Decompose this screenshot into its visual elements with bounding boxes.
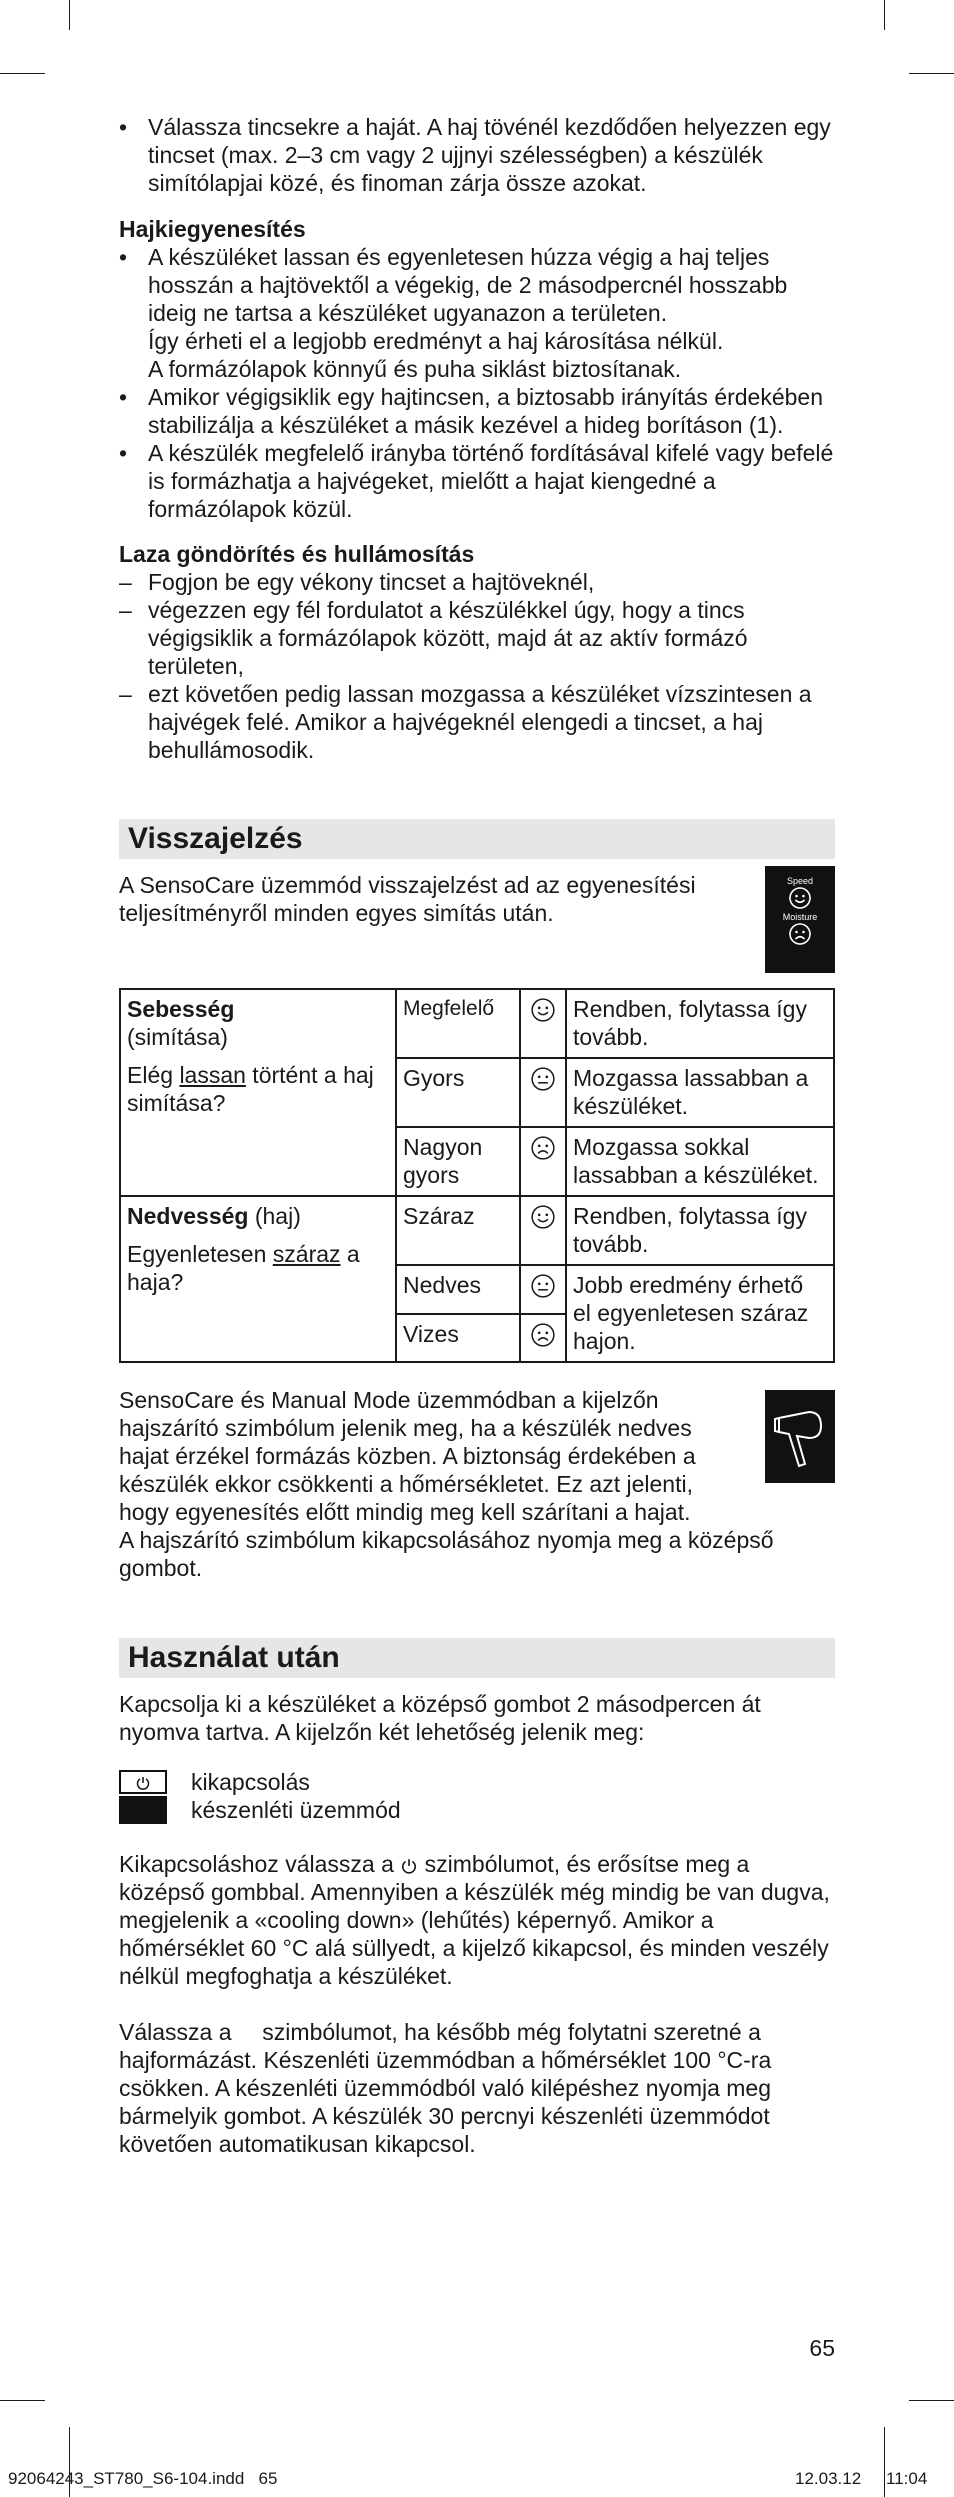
feedback-heading: Visszajelzés [119,819,835,859]
dryer-text [119,1386,739,1526]
speed-label: Sebesség [127,996,235,1022]
options-list [119,1768,835,1824]
table-row [120,1196,834,1265]
happy-face-icon [530,997,556,1023]
footer-time: 11:04 [886,2469,928,2488]
power-icon [119,1770,167,1794]
straightening-item-text: A készüléket lassan és egyenletesen húzza végig a haj teljes hosszán a hajtövektől a végekig, de 2 másodpercnél hosszabb ideig ne tartsa a készüléket ugyanazon a területen. Így érheti el a legjobb eredményt a haj károsítása nélkül. A formázólapok könnyű és puha siklást biztosítanak. [148,244,788,382]
crop-mark [909,73,954,74]
hairdryer-display-image [765,1390,835,1483]
crop-mark [0,73,45,74]
standby-paragraph [119,2018,835,2158]
moisture-question-post: a haja? [127,1241,360,1295]
straightening-item: • Amikor végigsiklik egy hajtincsen, a biztosabb irányítás érdekében stabilizálja a készüléket a másik kezével a hideg borításon (1). [119,384,824,438]
moon-icon [238,2023,256,2043]
page-number: 65 [809,2335,835,2361]
footer-file: 92064243_ST780_S6-104.indd 65 [8,2469,278,2488]
state-cell: Megfelelő [396,989,520,1058]
face-cell [520,989,566,1058]
curling-item-text: végezzen egy fél fordulatot a készülékkel úgy, hogy a tincs végigsiklik a formázólapok között, majd át az aktív formázó területen, [148,597,748,679]
crop-mark [884,2427,885,2497]
sensocare-display-image [765,866,835,973]
intro-bullet-text: Válassza tincsekre a haját. A haj tövénél kezdődően helyezzen egy tincset (max. 2–3 cm vagy 2 ujjnyi szélességben) a készülék simítólapjai közé, és finoman zárja össze azokat. [148,114,831,196]
feedback-table [119,988,835,1363]
display-moisture-label: Moisture [782,912,818,922]
message-cell: Mozgassa lassabban a készüléket. [566,1058,834,1127]
crop-mark [884,0,885,30]
face-cell [520,1058,566,1127]
curling-item-text: ezt követően pedig lassan mozgassa a készüléket vízszintesen a hajvégek felé. Amikor a hajvégeknél elengedi a tincset, a haj behullámosodik. [148,681,812,763]
feedback-intro: A SensoCare üzemmód visszajelzést ad az egyenesítési teljesítményről minden egyes simítás után. [119,872,696,926]
face-cell [520,1196,566,1265]
hairdryer-icon [765,1390,835,1483]
option-off [119,1768,835,1796]
dryer-text-body: SensoCare és Manual Mode üzemmódban a kijelzőn hajszárító szimbólum jelenik meg, ha a készülék nedves hajat érzékel formázás közben. A biztonság érdekében a készülék ekkor csökkenti a hőmérsékletet. Ez azt jelenti, hogy egyenesítés előtt mindig meg kell szárítani a hajat. [119,1387,696,1525]
curling-heading: Laza göndörítés és hullámosítás [119,541,475,567]
moisture-label: Nedvesség [127,1203,249,1229]
speed-question-underlined: lassan [179,1062,246,1088]
shutdown-paragraph-post: szimbólumot, és erősítse meg a középső gombbal. Amennyiben a készülék még mindig be van dugva, megjelenik a «cooling down» (lehűtés) képernyő. Amikor a hőmérséklet 60 °C alá süllyedt, a kijelző kikapcsol, és minden veszély nélkül megfoghatja a készüléket. [119,1851,830,1989]
crop-mark [909,2400,954,2401]
happy-face-icon [788,886,812,910]
option-standby [119,1796,835,1824]
speed-question-post: történt a haj simítása? [127,1062,374,1116]
sad-face-icon [530,1135,556,1161]
state-cell: Nagyon gyors [396,1127,520,1196]
intro-bullet: • Válassza tincsekre a haját. A haj tövénél kezdődően helyezzen egy tincset (max. 2–3 cm vagy 2 ujjnyi szélességben) a készülék simítólapjai közé, és finoman zárja össze azokat. [119,114,831,196]
curling-item-text: Fogjon be egy vékony tincset a hajtöveknél, [148,569,595,595]
curling-item: – Fogjon be egy vékony tincset a hajtöveknél, [119,569,595,595]
content-column [119,113,835,2158]
straightening-item-text: A készülék megfelelő irányba történő fordításával kifelé vagy befelé is formázhatja a hajvégeket, mielőtt a hajat kiengedné a formázólapok közül. [148,440,834,522]
message-cell: Rendben, folytassa így tovább. [566,1196,834,1265]
state-cell: Vizes [396,1314,520,1363]
moisture-question-underlined: száraz [272,1241,341,1267]
message-cell: Rendben, folytassa így tovább. [566,989,834,1058]
after-use-heading: Használat után [119,1638,835,1678]
footer-date: 12.03.12 [795,2469,862,2488]
moisture-sub: (haj) [248,1203,301,1229]
face-cell [520,1314,566,1363]
crop-mark [0,2400,45,2401]
message-cell: Mozgassa sokkal lassabban a készüléket. [566,1127,834,1196]
straightening-item: • A készülék megfelelő irányba történő fordításával kifelé vagy befelé is formázhatja a hajvégeket, mielőtt a hajat kiengedné a formázólapok közül. [119,440,834,522]
option-off-label: kikapcsolás [191,1769,310,1795]
state-cell: Gyors [396,1058,520,1127]
standby-paragraph-pre: Válassza a [119,2019,238,2045]
after-intro: Kapcsolja ki a készüléket a középső gombot 2 másodpercen át nyomva tartva. A kijelzőn két lehetőség jelenik meg: [119,1691,761,1745]
face-cell [520,1127,566,1196]
sad-face-icon [530,1322,556,1348]
speed-category-cell [120,989,396,1196]
neutral-face-icon [530,1066,556,1092]
moisture-category-cell [120,1196,396,1362]
curling-item: – ezt követően pedig lassan mozgassa a készüléket vízszintesen a hajvégek felé. Amikor a hajvégeknél elengedi a tincset, a haj behullámosodik. [119,681,812,763]
message-cell: Jobb eredmény érhető el egyenletesen száraz hajon. [566,1265,834,1362]
power-icon [400,1857,418,1875]
speed-question [127,1061,389,1117]
state-cell: Nedves [396,1265,520,1314]
display-speed-label: Speed [786,876,814,886]
speed-question-pre: Elég [127,1062,180,1088]
happy-face-icon [530,1204,556,1230]
state-cell: Száraz [396,1196,520,1265]
moon-icon [119,1796,167,1824]
table-row [120,989,834,1058]
standby-paragraph-post: szimbólumot, ha később még folytatni szeretné a hajformázást. Készenléti üzemmódban a hőmérséklet 100 °C-ra csökken. A készenléti üzemmódból való kilépéshez nyomja meg bármelyik gombot. A készülék 30 percnyi készenléti üzemmódot követően automatikusan kikapcsol. [119,2019,772,2157]
dryer-text-2: A hajszárító szimbólum kikapcsolásához nyomja meg a középső gombot. [119,1527,774,1581]
face-cell [520,1265,566,1314]
crop-mark [69,0,70,30]
moisture-question-pre: Egyenletesen [127,1241,273,1267]
moisture-question [127,1240,389,1296]
straightening-heading: Hajkiegyenesítés [119,216,306,242]
option-standby-label: készenléti üzemmód [191,1797,401,1823]
shutdown-paragraph-pre: Kikapcsoláshoz válassza a [119,1851,401,1877]
straightening-item: • A készüléket lassan és egyenletesen húzza végig a haj teljes hosszán a hajtövektől a végekig, de 2 másodpercnél hosszabb ideig ne tartsa a készüléket ugyanazon a területen. Így érheti el a legjobb eredményt a haj károsítása nélkül. A formázólapok könnyű és puha siklást biztosítanak. [119,244,788,382]
speed-sub: (simítása) [127,1024,228,1050]
curling-item: – végezzen egy fél fordulatot a készülékkel úgy, hogy a tincs végigsiklik a formázólapok között, majd át az aktív formázó területen, [119,597,748,679]
shutdown-paragraph [119,1850,835,1990]
straightening-item-text: Amikor végigsiklik egy hajtincsen, a biztosabb irányítás érdekében stabilizálja a készüléket a másik kezével a hideg borításon (1). [148,384,824,438]
sad-face-icon [788,922,812,946]
neutral-face-icon [530,1273,556,1299]
